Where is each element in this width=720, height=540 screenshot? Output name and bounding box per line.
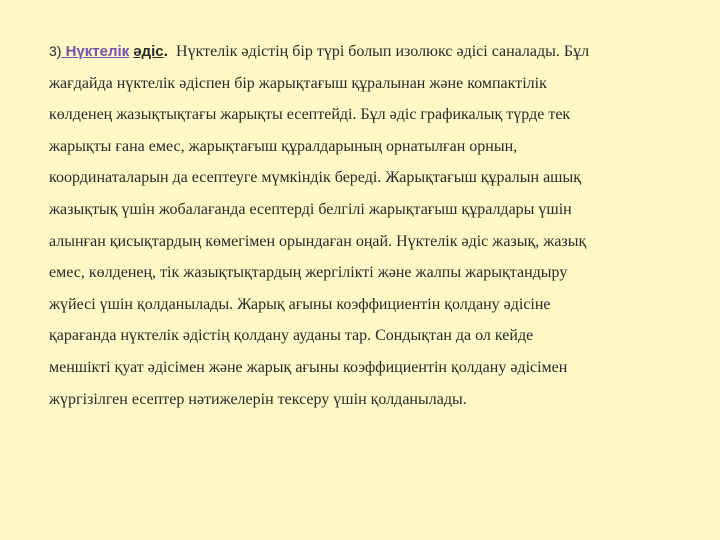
paragraph-text: Нүктелік әдістің бір түрі болып изолюкс әдісі саналады. Бұл — [176, 43, 590, 60]
term-dot: . — [163, 43, 169, 60]
paragraph-line: алынған қисықтардың көмегімен орындаған оңай. Нүктелік әдіс жазық, жазық — [49, 232, 587, 250]
paragraph-line: жүргізілген есептер нәтижелерін тексеру үшін қолданылады. — [49, 390, 467, 408]
item-number: 3) — [49, 43, 62, 59]
paragraph-line: меншікті қуат әдісімен және жарық ағыны коэффициентін қолдану әдісімен — [49, 358, 568, 376]
paragraph-line: көлденең жазықтықтағы жарықты есептейді. Бұл әдіс графикалық түрде тек — [49, 106, 571, 124]
paragraph-line-1 — [49, 36, 679, 68]
paragraph-line: жарықты ғана емес, жарықтағыш құралдарының орнатылған орнын, — [49, 137, 518, 155]
paragraph-line: координаталарын да есептеуге мүмкіндік береді. Жарықтағыш құралын ашық — [49, 169, 582, 187]
paragraph-line: қарағанда нүктелік әдістің қолдану ауданы тар. Сондықтан да ол кейде — [49, 327, 534, 345]
paragraph — [49, 36, 679, 415]
paragraph-line: жазықтық үшін жобалағанда есептерді белгілі жарықтағыш құралдары үшін — [49, 200, 572, 218]
paragraph-line: жағдайда нүктелік әдіспен бір жарықтағыш құралынан және компактілік — [49, 74, 547, 92]
paragraph-line: емес, көлденең, тік жазықтықтардың жергілікті және жалпы жарықтандыру — [49, 264, 568, 282]
paragraph-line: жүйесі үшін қолданылады. Жарық ағыны коэффициентін қолдану әдісіне — [49, 295, 551, 313]
term-link[interactable]: Нүктелік — [61, 43, 130, 60]
term-heading: әдіс — [133, 43, 164, 60]
